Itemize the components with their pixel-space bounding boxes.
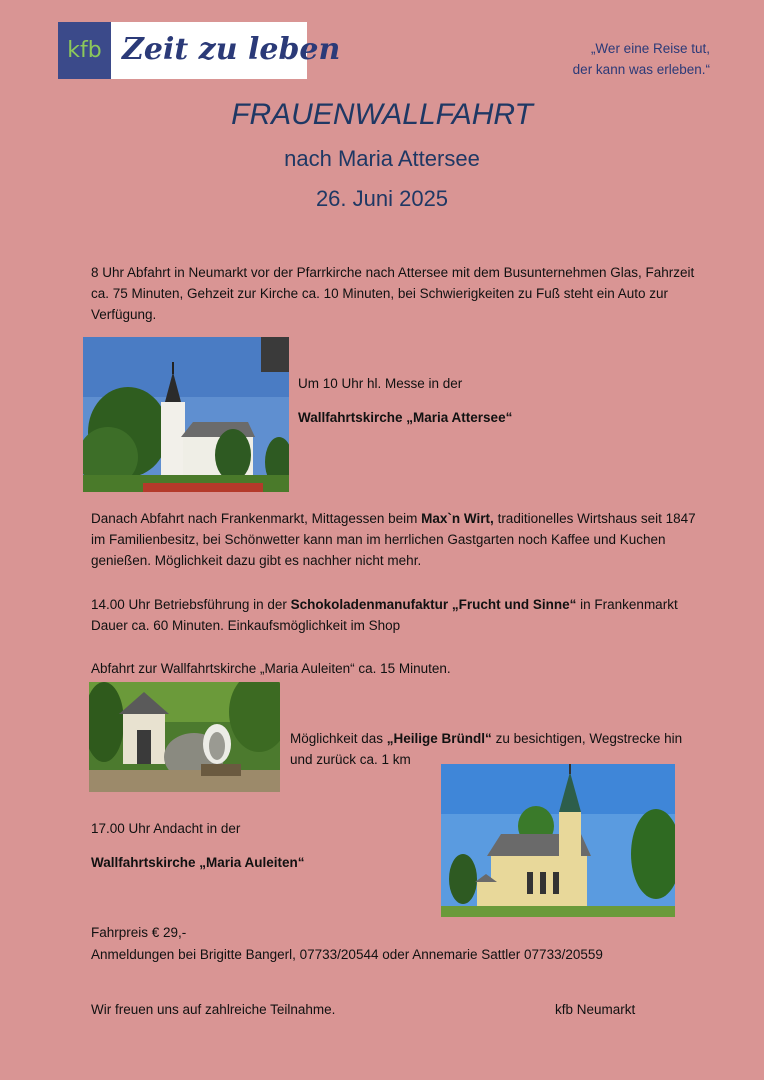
tour-duration: Dauer ca. 60 Minuten. Einkaufsmöglichkeit im Shop [91,618,401,633]
mass-line-1: Um 10 Uhr hl. Messe in der [298,376,463,391]
price-line: Fahrpreis € 29,- [91,925,187,940]
lunch-text-1: Danach Abfahrt nach Frankenmarkt, Mittagessen beim [91,511,422,526]
lunch-restaurant: Max`n Wirt, [421,511,494,526]
tour-text-2: in Frankenmarkt [576,597,678,612]
mass-line-2: Wallfahrtskirche „Maria Attersee“ [298,410,513,425]
depart-line: Abfahrt zur Wallfahrtskirche „Maria Auleiten“ ca. 15 Minuten. [91,661,451,676]
lunch-paragraph [91,508,701,571]
tour-paragraph [91,594,731,636]
registration-line: Anmeldungen bei Brigitte Bangerl, 07733/20544 oder Annemarie Sattler 07733/20559 [91,947,603,962]
andacht-line-2: Wallfahrtskirche „Maria Auleiten“ [91,855,305,870]
brundl-text-2: zu besichtigen, Wegstrecke hin und zurück ca. 1 km [290,731,683,767]
page-title: FRAUENWALLFAHRT [231,98,533,131]
page-subtitle: nach Maria Attersee [284,146,480,171]
photo-church-attersee [83,337,289,492]
photo-church-auleiten [441,764,675,917]
event-date: 26. Juni 2025 [315,186,449,211]
tour-venue: Schokoladenmanufaktur „Frucht und Sinne“ [290,597,577,612]
lunch-text-2: traditionelles Wirtshaus seit 1847 im Familienbesitz, bei Schönwetter kann man im herrlichen Gastgarten noch Kaffee und Kuchen genießen. Möglichkeit dazu gibt es nachher nicht mehr. [91,511,696,568]
header-quote [573,38,710,80]
brundl-name: „Heilige Bründl“ [386,731,492,746]
brundl-text-1: Möglichkeit das [290,731,387,746]
logo-wordmark: Zeit zu leben [122,32,341,67]
andacht-line-1: 17.00 Uhr Andacht in der [91,821,241,836]
quote-line-2: der kann was erleben.“ [572,62,710,77]
closing-line: Wir freuen uns auf zahlreiche Teilnahme. [91,1002,336,1017]
photo-heilige-brundl [89,682,280,792]
signature: kfb Neumarkt [555,1002,636,1017]
intro-paragraph: 8 Uhr Abfahrt in Neumarkt vor der Pfarrkirche nach Attersee mit dem Busunternehmen Glas, Fahrzeit ca. 75 Minuten, Gehzeit zur Kirche ca. 10 Minuten, bei Schwierigkeiten zu Fuß steht ein Auto zur Verfügung. [91,265,695,322]
tour-text-1: 14.00 Uhr Betriebsführung in der [91,597,291,612]
quote-line-1: „Wer eine Reise tut, [590,41,710,56]
kfb-logo-mark: kfb [58,22,111,79]
